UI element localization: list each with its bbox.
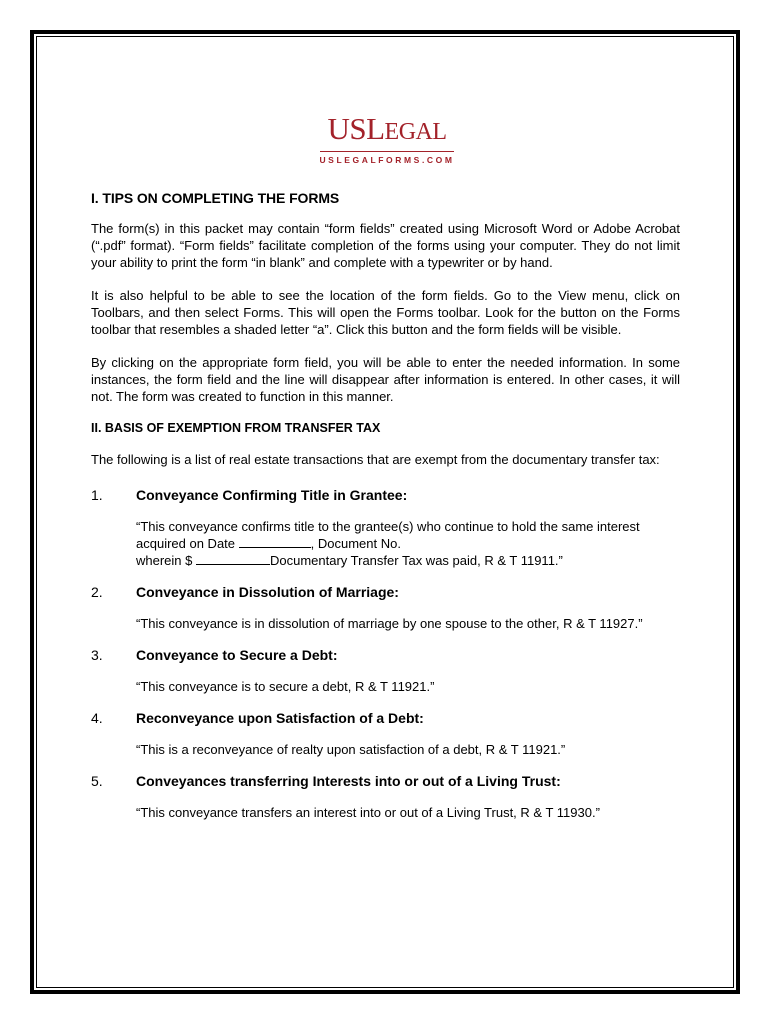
list-item	[91, 646, 680, 695]
item-number: 2.	[91, 584, 103, 600]
item-title: Conveyance in Dissolution of Marriage:	[136, 584, 399, 600]
item-text: “This conveyance is in dissolution of marriage by one spouse to the other, R & T 11927.”	[136, 616, 643, 631]
document-body	[91, 190, 680, 835]
item-title: Conveyance Confirming Title in Grantee:	[136, 487, 408, 503]
item-text-line: “This conveyance confirms title to the grantee(s) who continue to hold the same interest	[136, 519, 640, 534]
date-blank-field[interactable]	[239, 535, 311, 548]
item-text: “This is a reconveyance of realty upon satisfaction of a debt, R & T 11921.”	[136, 742, 566, 757]
list-item	[91, 709, 680, 758]
logo-wordmark: USLEGAL	[327, 111, 447, 146]
paragraph: It is also helpful to be able to see the location of the form fields. Go to the View menu, click on Toolbars, and then select Forms. This will open the Forms toolbar. Look for the button on the Forms toolbar that resembles a shaded letter “a”. Click this button and the form fields will be visible.	[91, 288, 680, 337]
item-title: Reconveyance upon Satisfaction of a Debt:	[136, 710, 424, 726]
item-number: 1.	[91, 487, 103, 503]
item-number: 5.	[91, 773, 103, 789]
paragraph: The form(s) in this packet may contain “form fields” created using Microsoft Word or Adobe Acrobat (“.pdf” format). “Form fields” facilitate completion of the forms using your computer. They do not limit your ability to print the form “in blank” and complete with a typewriter or by hand.	[91, 221, 680, 270]
item-text: “This conveyance is to secure a debt, R & T 11921.”	[136, 679, 435, 694]
item-number: 3.	[91, 647, 103, 663]
item-text-line: wherein $ Documentary Transfer Tax was paid, R & T 11911.”	[136, 553, 563, 568]
logo-rule	[320, 151, 454, 152]
list-item	[91, 583, 680, 632]
section-heading-tips: I. TIPS ON COMPLETING THE FORMS	[91, 190, 340, 206]
item-text	[136, 518, 680, 569]
uslegal-logo	[316, 112, 458, 165]
item-text: “This conveyance transfers an interest into or out of a Living Trust, R & T 11930.”	[136, 805, 600, 820]
item-title: Conveyance to Secure a Debt:	[136, 647, 338, 663]
paragraph: The following is a list of real estate transactions that are exempt from the documentary transfer tax:	[91, 452, 660, 467]
list-item	[91, 772, 680, 821]
item-text-line: acquired on Date , Document No.	[136, 536, 401, 551]
paragraph: By clicking on the appropriate form field, you will be able to enter the needed information. In some instances, the form field and the line will disappear after information is entered. In other cases, it will not. The form was created to function in this manner.	[91, 355, 680, 404]
logo-subtitle: USLEGALFORMS.COM	[319, 155, 455, 165]
list-item	[91, 486, 680, 569]
section-heading-exemption: II. BASIS OF EXEMPTION FROM TRANSFER TAX	[91, 421, 381, 435]
item-title: Conveyances transferring Interests into or out of a Living Trust:	[136, 773, 561, 789]
item-number: 4.	[91, 710, 103, 726]
amount-blank-field[interactable]	[196, 552, 270, 565]
